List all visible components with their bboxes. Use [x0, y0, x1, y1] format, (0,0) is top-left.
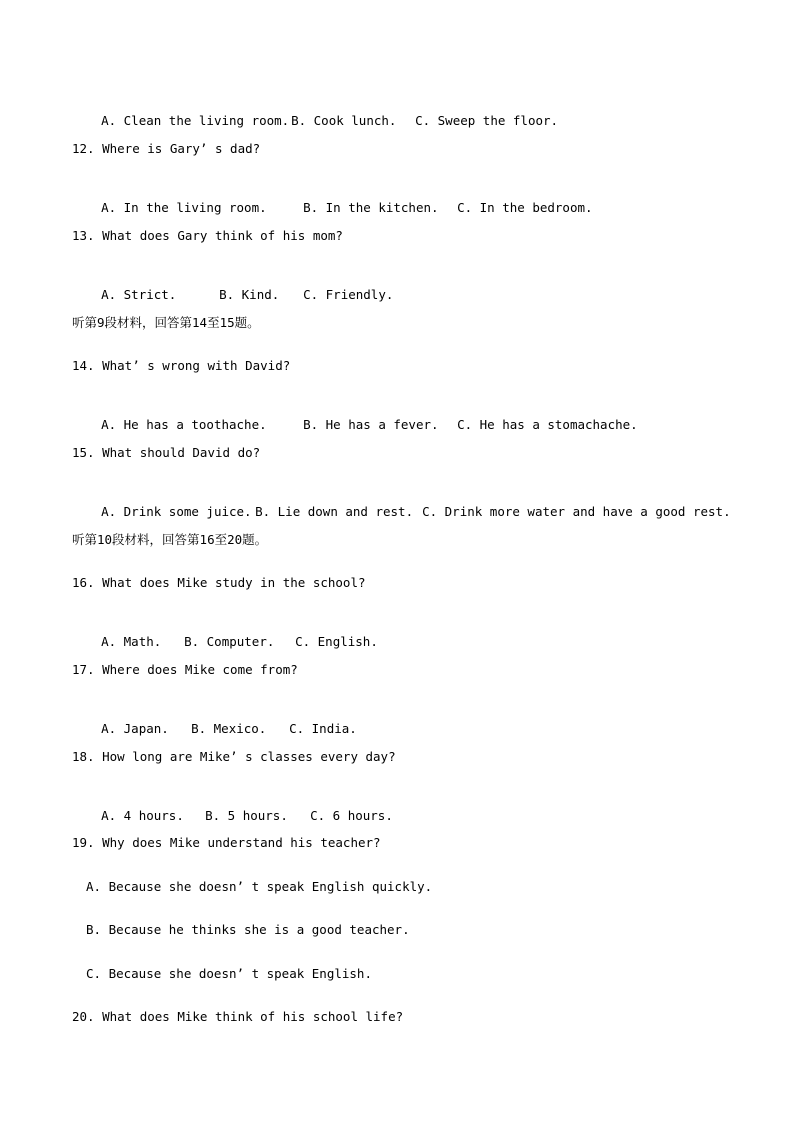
q20-question: 20. What does Mike think of his school life? [72, 1009, 404, 1024]
q19-option-a: A. Because she doesn’ t speak English quickly. [86, 879, 433, 894]
q11-option-b: B. Cook lunch. [291, 113, 397, 128]
q16-options [86, 618, 378, 650]
q15-option-c: C. Drink more water and have a good rest. [422, 504, 731, 519]
q14-option-b: B. He has a fever. [303, 417, 439, 432]
q16-option-a: A. Math. [101, 634, 162, 649]
q13-option-c: C. Friendly. [303, 287, 394, 302]
q12-question: 12. Where is Gary’ s dad? [72, 141, 261, 156]
q16-option-c: C. English. [295, 634, 378, 649]
q12-option-a: A. In the living room. [101, 200, 267, 215]
q18-options [86, 792, 393, 824]
listening-instruction-10: 听第10段材料，回答第16至20题。 [72, 532, 268, 547]
q13-option-b: B. Kind. [219, 287, 280, 302]
q17-option-b: B. Mexico. [191, 721, 267, 736]
q14-question: 14. What’ s wrong with David? [72, 358, 291, 373]
q14-options [86, 401, 638, 433]
q18-option-c: C. 6 hours. [310, 808, 393, 823]
q13-option-a: A. Strict. [101, 287, 177, 302]
q19-option-b: B. Because he thinks she is a good teacher. [86, 922, 410, 937]
q15-question: 15. What should David do? [72, 445, 261, 460]
q15-option-b: B. Lie down and rest. [255, 504, 414, 519]
q19-question: 19. Why does Mike understand his teacher? [72, 835, 381, 850]
q12-option-c: C. In the bedroom. [457, 200, 593, 215]
q18-option-b: B. 5 hours. [205, 808, 288, 823]
q17-options [86, 705, 357, 737]
q15-option-a: A. Drink some juice. [101, 504, 252, 519]
q14-option-a: A. He has a toothache. [101, 417, 267, 432]
q18-question: 18. How long are Mike’ s classes every day? [72, 749, 396, 764]
q11-option-c: C. Sweep the floor. [415, 113, 559, 128]
q19-option-c: C. Because she doesn’ t speak English. [86, 966, 372, 981]
q13-question: 13. What does Gary think of his mom? [72, 228, 343, 243]
q17-question: 17. Where does Mike come from? [72, 662, 298, 677]
q11-options [86, 97, 558, 129]
q14-option-c: C. He has a stomachache. [457, 417, 638, 432]
q16-option-b: B. Computer. [184, 634, 275, 649]
q17-option-a: A. Japan. [101, 721, 169, 736]
q11-option-a: A. Clean the living room. [101, 113, 290, 128]
q16-question: 16. What does Mike study in the school? [72, 575, 366, 590]
q13-options [86, 271, 393, 303]
q17-option-c: C. India. [289, 721, 357, 736]
q15-options [86, 488, 731, 520]
q18-option-a: A. 4 hours. [101, 808, 184, 823]
listening-instruction-9: 听第9段材料，回答第14至15题。 [72, 315, 260, 330]
q12-option-b: B. In the kitchen. [303, 200, 439, 215]
q12-options [86, 184, 593, 216]
